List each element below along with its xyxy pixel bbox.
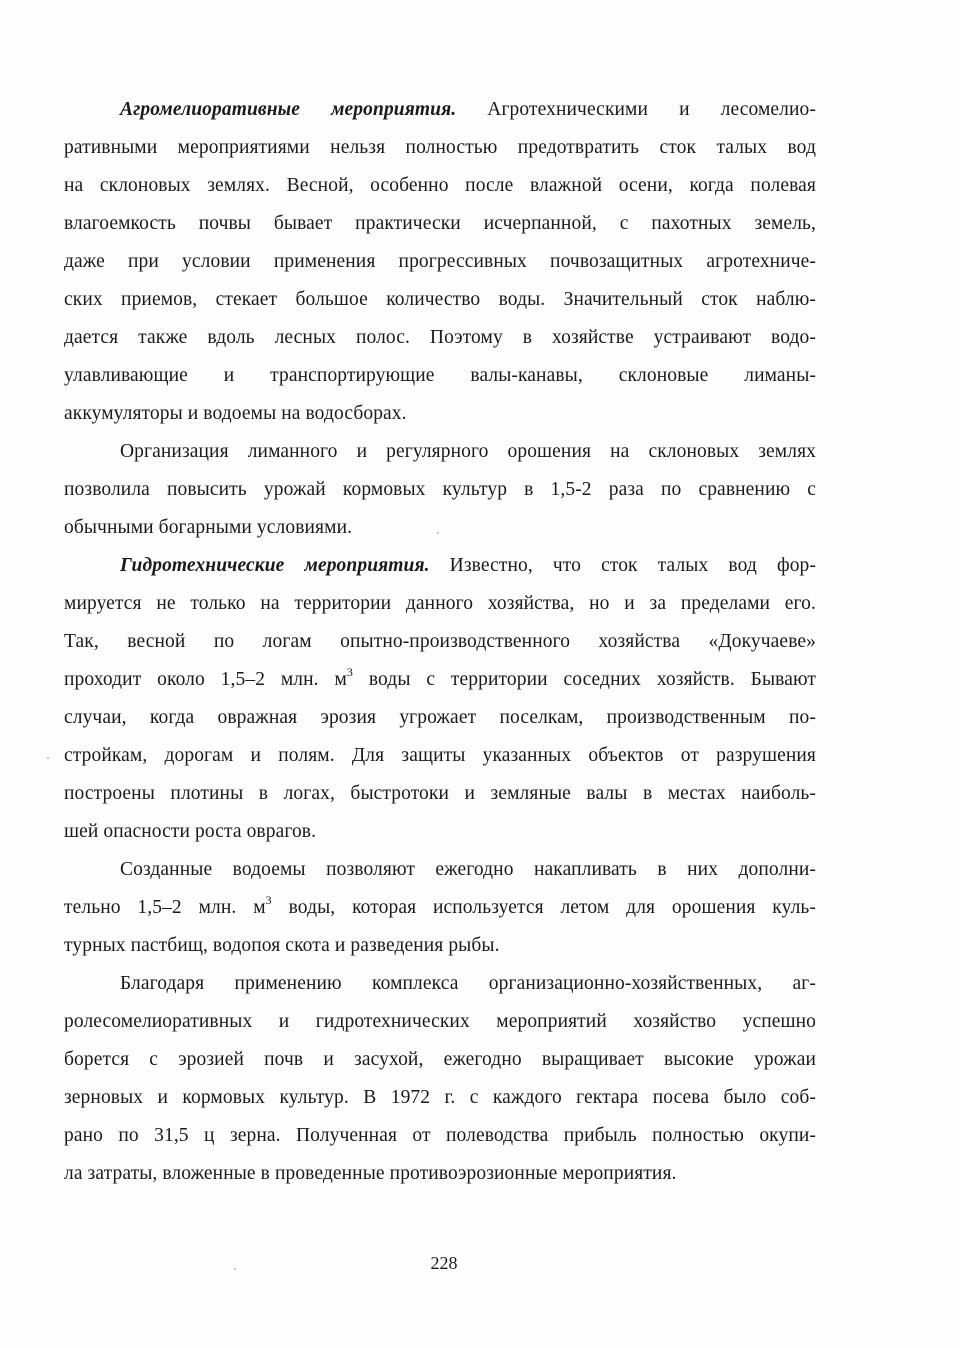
page-number: 228 — [430, 1253, 458, 1273]
text-span: Известно, что сток талых вод фор- — [429, 555, 816, 576]
paragraph-1-line-1 — [120, 95, 816, 125]
text-span: Агротехническими и лесомелио- — [456, 99, 816, 120]
text-line: борется с эрозией почв и засухой, ежегодно выращивает высокие урожаи — [64, 1049, 816, 1070]
superscript: 3 — [346, 664, 354, 679]
text-line: шей опасности роста оврагов. — [64, 821, 317, 842]
text-line-with-superscript — [64, 893, 816, 923]
scan-speck — [437, 532, 439, 534]
text-line: турных пастбищ, водопоя скота и разведения рыбы. — [64, 935, 500, 956]
text-line: позволила повысить урожай кормовых культур в 1,5-2 раза по сравнению с — [64, 479, 816, 500]
text-line: влагоемкость почвы бывает практически исчерпанной, с пахотных земель, — [64, 213, 816, 234]
scan-speck — [234, 1268, 236, 1270]
text-line: мируется не только на территории данного хозяйства, но и за пределами его. — [64, 593, 816, 614]
scan-speck — [47, 757, 49, 759]
text-line: Так, весной по логам опытно-производственного хозяйства «Докучаеве» — [64, 631, 816, 652]
text-line: случаи, когда овражная эрозия угрожает поселкам, производственным по- — [64, 707, 816, 728]
text-line: даже при условии применения прогрессивных почвозащитных агротехниче- — [64, 251, 816, 272]
section-heading-hydrotechnical: Гидротехнические мероприятия. — [120, 555, 430, 576]
superscript: 3 — [265, 892, 272, 907]
text-line: Созданные водоемы позволяют ежегодно накапливать в них дополни- — [120, 859, 816, 880]
text-line: улавливающие и транспортирующие валы-канавы, склоновые лиманы- — [64, 365, 816, 386]
text-line: ских приемов, стекает большое количество воды. Значительный сток наблю- — [64, 289, 816, 310]
text-line: зерновых и кормовых культур. В 1972 г. с каждого гектара посева было соб- — [64, 1087, 816, 1108]
text-line: обычными богарными условиями. — [64, 517, 353, 538]
text-line: Организация лиманного и регулярного орошения на склоновых землях — [120, 441, 816, 462]
text-line: стройкам, дорогам и полям. Для защиты указанных объектов от разрушения — [64, 745, 816, 766]
text-span: проходит около 1,5–2 млн. м — [64, 669, 347, 690]
text-line: рано по 31,5 ц зерна. Полученная от полеводства прибыль полностью окупи- — [64, 1125, 816, 1146]
text-line: аккумуляторы и водоемы на водосборах. — [64, 403, 407, 424]
paragraph-3-line-1 — [120, 551, 816, 581]
text-span: воды с территории соседних хозяйств. Бывают — [353, 669, 816, 690]
text-line: ла затраты, вложенные в проведенные противоэрозионные мероприятия. — [64, 1163, 677, 1184]
text-line: ративными мероприятиями нельзя полностью предотвратить сток талых вод — [64, 137, 816, 158]
text-line: дается также вдоль лесных полос. Поэтому в хозяйстве устраивают водо- — [64, 327, 816, 348]
text-line: построены плотины в логах, быстротоки и земляные валы в местах наиболь- — [64, 783, 816, 804]
text-line: на склоновых землях. Весной, особенно после влажной осени, когда полевая — [64, 175, 816, 196]
text-line: ролесомелиоративных и гидротехнических мероприятий хозяйство успешно — [64, 1011, 816, 1032]
text-span: тельно 1,5–2 млн. м — [64, 897, 266, 918]
text-line-with-superscript — [64, 665, 816, 695]
text-span: воды, которая используется летом для орошения куль- — [271, 897, 817, 918]
text-line: Благодаря применению комплекса организационно-хозяйственных, аг- — [120, 973, 816, 994]
section-heading-agromelioration: Агромелиоративные мероприятия. — [120, 99, 457, 120]
